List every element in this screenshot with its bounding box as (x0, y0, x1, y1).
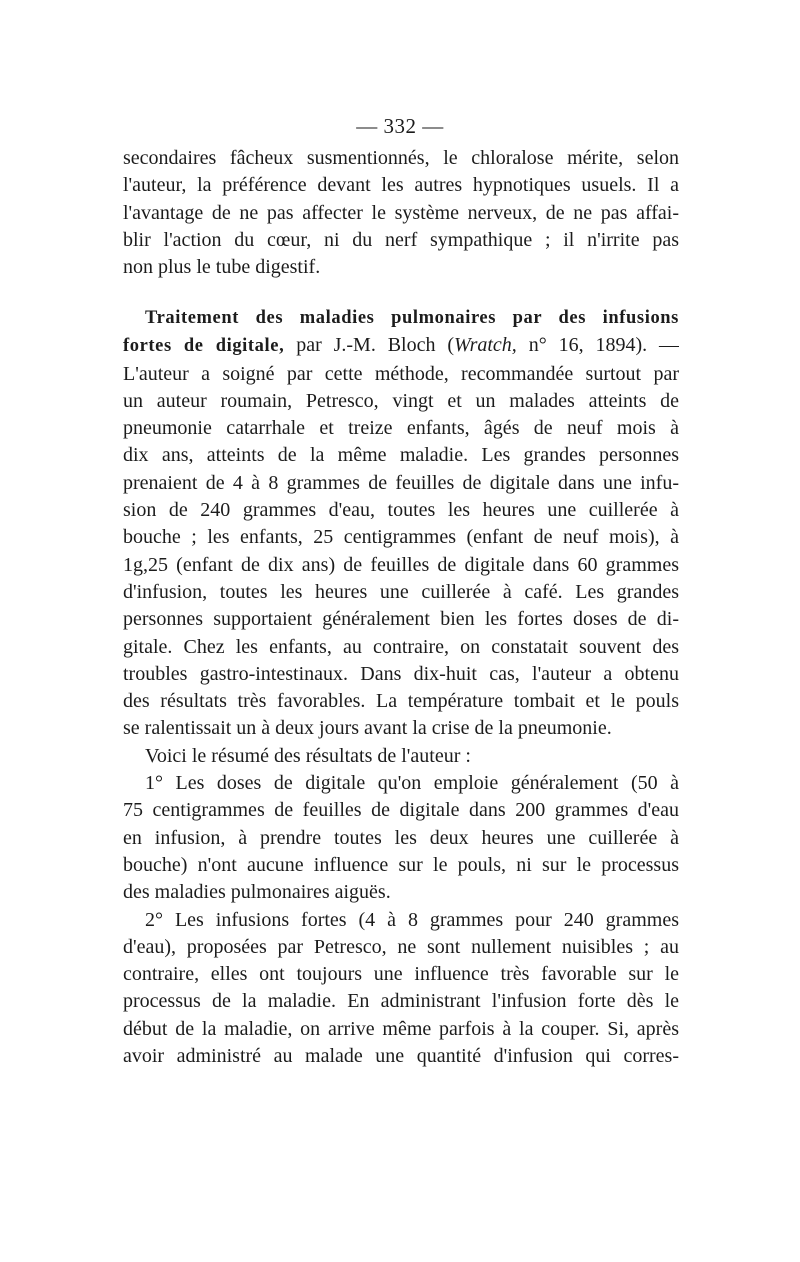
point-1-line: en infusion, à prendre toutes les deux heures une cuillerée à (123, 826, 679, 849)
article-journal: Wratch, (454, 334, 517, 357)
text-line: dix ans, atteints de la même maladie. Les grandes personnes (123, 444, 679, 467)
point-1-line: 1° Les doses de digitale qu'on emploie généralement (50 à (145, 772, 679, 795)
text-line: blir l'action du cœur, ni du nerf sympathique ; il n'irrite pas (123, 228, 679, 251)
article-author: par J.-M. Bloch ( (284, 334, 455, 357)
point-2-line: processus de la maladie. En administrant l'infusion forte dès le (123, 990, 679, 1013)
text-line: l'avantage de ne pas affecter le système nerveux, de ne pas affai- (123, 201, 679, 224)
text-line: sion de 240 grammes d'eau, toutes les heures une cuillerée à (123, 499, 679, 522)
text-line: d'infusion, toutes les heures une cuillerée à café. Les grandes (123, 580, 679, 603)
article-reference: n° 16, 1894). — (516, 334, 679, 357)
point-2-line: d'eau), proposées par Petresco, ne sont nullement nuisibles ; au (123, 935, 679, 958)
text-line: prenaient de 4 à 8 grammes de feuilles de digitale dans une infu- (123, 471, 679, 494)
point-2-line: 2° Les infusions fortes (4 à 8 grammes pour 240 grammes (145, 908, 679, 931)
point-1-line: 75 centigrammes de feuilles de digitale dans 200 grammes d'eau (123, 799, 679, 822)
text-line: pneumonie catarrhale et treize enfants, âgés de neuf mois à (123, 417, 679, 440)
point-2-line: avoir administré au malade une quantité d'infusion qui corres- (123, 1045, 679, 1068)
text-line: bouche ; les enfants, 25 centigrammes (enfant de neuf mois), à (123, 526, 679, 549)
text-line: un auteur roumain, Petresco, vingt et un malades atteints de (123, 389, 679, 412)
point-2-line: contraire, elles ont toujours une influence très favorable sur le (123, 963, 679, 986)
text-line: des résultats très favorables. La température tombait et le pouls (123, 690, 679, 713)
text-line: l'auteur, la préférence devant les autres hypnotiques usuels. Il a (123, 174, 679, 197)
point-1-line: bouche) n'ont aucune influence sur le pouls, ni sur le processus (123, 853, 679, 876)
text-line: troubles gastro-intestinaux. Dans dix-huit cas, l'auteur a obtenu (123, 662, 679, 685)
page-number: — 332 — (356, 114, 444, 138)
summary-intro: Voici le résumé des résultats de l'auteur : (145, 744, 471, 767)
text-line: secondaires fâcheux susmentionnés, le chloralose mérite, selon (123, 147, 679, 169)
article-title-bold: fortes de digitale, (123, 336, 285, 357)
point-1-line: des maladies pulmonaires aiguës. (123, 881, 391, 904)
text-line: L'auteur a soigné par cette méthode, recommandée surtout par (123, 362, 679, 385)
article-title: Traitement des maladies pulmonaires par des infusions (145, 308, 679, 328)
article-section (123, 305, 679, 1070)
text-line: personnes supportaient généralement bien les fortes doses de di- (123, 608, 679, 631)
text-line: se ralentissait un à deux jours avant la crise de la pneumonie. (123, 717, 612, 740)
intro-paragraph (123, 145, 679, 281)
text-line: gitale. Chez les enfants, au contraire, on constatait souvent des (123, 635, 679, 658)
article-title-line2 (123, 332, 679, 360)
text-line: 1g,25 (enfant de dix ans) de feuilles de digitale dans 60 grammes (123, 553, 679, 576)
text-line: non plus le tube digestif. (123, 256, 321, 279)
point-2-line: début de la maladie, on arrive même parfois à la couper. Si, après (123, 1017, 679, 1040)
